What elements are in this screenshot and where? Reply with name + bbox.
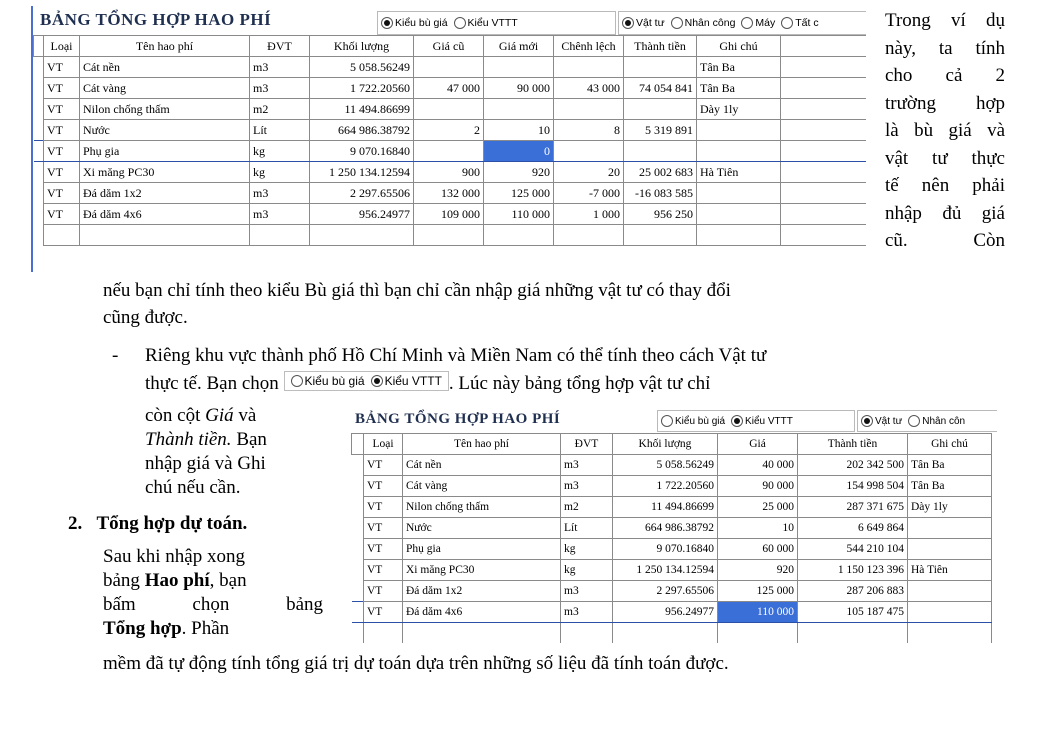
radio-dot-icon [731, 415, 743, 427]
table-cell[interactable]: 43 000 [554, 78, 624, 99]
table-cell[interactable]: VT [364, 497, 403, 518]
side-line: là bù giá và [885, 120, 1005, 141]
bullet-line: Thành tiền. Bạn [145, 429, 267, 450]
table-cell[interactable]: Lít [561, 518, 613, 539]
section-line: bấm chọn bảng [103, 594, 323, 615]
table-cell[interactable]: VT [44, 162, 80, 183]
table-cell[interactable]: 109 000 [414, 204, 484, 225]
table-cell[interactable]: 956.24977 [613, 602, 718, 623]
radio-dot-icon [622, 17, 634, 29]
table-cell[interactable]: 154 998 504 [798, 476, 908, 497]
table-cell[interactable] [624, 141, 697, 162]
table-cell[interactable]: VT [44, 78, 80, 99]
section-line: bảng Hao phí, bạn [103, 570, 247, 591]
paragraph-line: mềm đã tự động tính tổng giá trị dự toán dựa trên những số liệu đã tính toán được. [103, 653, 729, 674]
col-header[interactable]: ĐVT [250, 36, 310, 57]
radio-vat-tu-2[interactable]: Vật tư [858, 415, 902, 427]
table-cell[interactable]: Hà Tiên [908, 560, 992, 581]
side-line: cũ. Còn [885, 230, 1005, 251]
radio-dot-icon [454, 17, 466, 29]
table-cell[interactable]: 105 187 475 [798, 602, 908, 623]
radio-dot-icon [371, 375, 383, 387]
col-header[interactable]: Thành tiền [798, 434, 908, 455]
table-cell[interactable]: 10 [718, 518, 798, 539]
side-line: Trong ví dụ [885, 10, 1005, 31]
table-cell[interactable] [908, 518, 992, 539]
table-cell[interactable]: VT [364, 455, 403, 476]
radio-dot-icon [861, 415, 873, 427]
side-line: cho cả 2 [885, 65, 1005, 86]
table-cell[interactable]: 1 000 [554, 204, 624, 225]
col-header[interactable]: ĐVT [561, 434, 613, 455]
table-cell[interactable]: 10 [484, 120, 554, 141]
radio-dot-icon [781, 17, 793, 29]
table-cell[interactable]: Nilon chống thấm [403, 497, 561, 518]
table-row-empty[interactable] [34, 225, 867, 246]
table-cell[interactable]: 9 070.16840 [310, 141, 414, 162]
table-cell[interactable] [908, 581, 992, 602]
table-cell[interactable]: Tân Ba [697, 78, 781, 99]
table-cell[interactable]: 920 [484, 162, 554, 183]
section-line: Sau khi nhập xong [103, 546, 245, 567]
table-row[interactable] [352, 581, 992, 602]
table-cell[interactable]: Cát vàng [403, 476, 561, 497]
panel-1-title: BẢNG TỔNG HỢP HAO PHÍ [40, 10, 272, 29]
radio-dot-icon [741, 17, 753, 29]
table-cell[interactable]: 956 250 [624, 204, 697, 225]
table-cell[interactable]: Tân Ba [697, 57, 781, 78]
table-cell[interactable]: VT [364, 581, 403, 602]
table-cell[interactable]: Xi măng PC30 [80, 162, 250, 183]
radio-dot-icon [381, 17, 393, 29]
table-cell[interactable]: kg [250, 141, 310, 162]
table-cell[interactable]: 11 494.86699 [310, 99, 414, 120]
table-cell[interactable] [414, 141, 484, 162]
paragraph-line: nếu bạn chỉ tính theo kiểu Bù giá thì bạn chỉ cần nhập giá những vật tư có thay đổi [103, 280, 731, 301]
table-cell[interactable]: Đá dăm 4x6 [403, 602, 561, 623]
bullet-dash: - [112, 345, 119, 366]
table-cell[interactable] [484, 99, 554, 120]
table-cell[interactable]: m3 [250, 183, 310, 204]
table-cell[interactable]: 25 000 [718, 497, 798, 518]
bullet-line: Riêng khu vực thành phố Hồ Chí Minh và Miền Nam có thể tính theo cách Vật tư [145, 345, 767, 366]
table-cell[interactable]: VT [364, 539, 403, 560]
radio-nhan-cong-2[interactable]: Nhân côn [905, 415, 965, 427]
table-cell[interactable]: 60 000 [718, 539, 798, 560]
radio-dot-icon [661, 415, 673, 427]
side-line: trường hợp [885, 92, 1005, 114]
table-cell[interactable]: Đá dăm 4x6 [80, 204, 250, 225]
table-cell[interactable]: m2 [561, 497, 613, 518]
pricing-mode-group-2 [657, 410, 855, 432]
table-cell[interactable] [697, 120, 781, 141]
col-header[interactable]: Thành tiền [624, 36, 697, 57]
radio-kieu-bu-gia-2[interactable]: Kiểu bù giá [658, 415, 725, 427]
table-cell[interactable]: VT [44, 204, 80, 225]
table-row[interactable] [352, 539, 992, 560]
hao-phi-panel-1 [30, 0, 866, 272]
table-cell[interactable]: 25 002 683 [624, 162, 697, 183]
table-cell[interactable]: VT [44, 120, 80, 141]
table-cell[interactable]: 920 [718, 560, 798, 581]
table-row[interactable] [34, 57, 867, 78]
table-cell[interactable]: 8 [554, 120, 624, 141]
table-cell[interactable]: 9 070.16840 [613, 539, 718, 560]
table-cell[interactable]: 956.24977 [310, 204, 414, 225]
cost-type-group-2 [857, 410, 997, 432]
col-header[interactable]: Ghi chú [697, 36, 781, 57]
table-cell[interactable]: Đá dăm 1x2 [403, 581, 561, 602]
table-cell[interactable]: kg [561, 539, 613, 560]
table-cell[interactable]: 40 000 [718, 455, 798, 476]
table-cell[interactable] [554, 141, 624, 162]
table-cell[interactable]: 544 210 104 [798, 539, 908, 560]
table-cell[interactable] [697, 141, 781, 162]
table-row[interactable] [34, 183, 867, 204]
table-cell[interactable]: 1 250 134.12594 [310, 162, 414, 183]
table-cell[interactable]: 287 206 883 [798, 581, 908, 602]
table-row[interactable] [352, 560, 992, 581]
table-cell[interactable]: kg [561, 560, 613, 581]
section-line: Tổng hợp. Phần [103, 618, 230, 639]
hao-phi-table-2 [351, 433, 992, 643]
bullet-line: còn cột Giá và [145, 405, 257, 426]
cost-type-group-1 [618, 11, 866, 35]
radio-tat-ca[interactable]: Tất c [778, 17, 818, 29]
table-cell[interactable] [554, 99, 624, 120]
radio-kieu-vttt-inline[interactable]: Kiểu VTTT [368, 369, 442, 393]
table-cell[interactable]: 20 [554, 162, 624, 183]
side-line: tế nên phải [885, 175, 1005, 196]
table-cell[interactable] [554, 57, 624, 78]
col-header[interactable]: Loại [364, 434, 403, 455]
col-header[interactable]: Ghi chú [908, 434, 992, 455]
table-cell[interactable]: m3 [250, 78, 310, 99]
table-cell[interactable]: 2 297.65506 [310, 183, 414, 204]
table-cell[interactable]: Tân Ba [908, 455, 992, 476]
table-cell[interactable] [697, 183, 781, 204]
radio-dot-icon [908, 415, 920, 427]
table-cell[interactable] [414, 99, 484, 120]
table-cell[interactable]: Đá dăm 1x2 [80, 183, 250, 204]
table-1-header [34, 36, 867, 57]
side-line: nhập đủ giá [885, 202, 1005, 224]
table-cell[interactable]: 90 000 [484, 78, 554, 99]
table-cell[interactable]: VT [44, 57, 80, 78]
table-cell[interactable]: Dày 1ly [697, 99, 781, 120]
pricing-mode-group-1 [377, 11, 616, 35]
table-cell[interactable]: Cát nền [80, 57, 250, 78]
table-cell[interactable]: Cát nền [403, 455, 561, 476]
table-cell[interactable]: m3 [561, 602, 613, 623]
table-cell[interactable]: 5 058.56249 [310, 57, 414, 78]
table-cell[interactable]: 110 000 [718, 602, 798, 623]
hao-phi-table-1 [33, 35, 866, 246]
table-cell[interactable]: m3 [250, 204, 310, 225]
bullet-line-with-radios: thực tế. Bạn chọn Kiểu bù giá Kiểu VTTT . Lúc này bảng tổng hợp vật tư chỉ [145, 371, 710, 396]
table-cell[interactable]: VT [364, 602, 403, 623]
radio-kieu-bu-gia-inline[interactable]: Kiểu bù giá [288, 369, 365, 393]
table-cell[interactable]: 664 986.38792 [310, 120, 414, 141]
table-row[interactable] [352, 602, 992, 623]
radio-dot-icon [291, 375, 303, 387]
table-cell[interactable] [908, 602, 992, 623]
table-cell[interactable]: m3 [561, 455, 613, 476]
table-row[interactable] [352, 455, 992, 476]
table-cell[interactable]: m2 [250, 99, 310, 120]
table-cell[interactable]: 287 371 675 [798, 497, 908, 518]
paragraph-line: cũng được. [103, 307, 188, 328]
table-cell[interactable]: 2 297.65506 [613, 581, 718, 602]
col-header[interactable]: Chênh lệch [554, 36, 624, 57]
table-cell[interactable]: Nilon chống thấm [80, 99, 250, 120]
table-row[interactable] [352, 518, 992, 539]
table-cell[interactable]: m3 [561, 581, 613, 602]
table-cell[interactable]: Phụ gia [403, 539, 561, 560]
table-cell[interactable]: 5 058.56249 [613, 455, 718, 476]
side-line: này, ta tính [885, 37, 1005, 59]
hao-phi-panel-2 [341, 403, 997, 643]
table-cell[interactable] [624, 99, 697, 120]
table-cell[interactable]: VT [364, 476, 403, 497]
radio-kieu-bu-gia[interactable]: Kiểu bù giá [378, 17, 448, 29]
table-cell[interactable]: 1 722.20560 [310, 78, 414, 99]
table-cell[interactable]: Cát vàng [80, 78, 250, 99]
table-cell[interactable]: 202 342 500 [798, 455, 908, 476]
table-row[interactable] [34, 120, 867, 141]
col-header[interactable]: Tên hao phí [80, 36, 250, 57]
table-cell[interactable]: 110 000 [484, 204, 554, 225]
section-heading: 2. Tổng hợp dự toán. [68, 513, 248, 534]
table-cell[interactable]: 0 [484, 141, 554, 162]
radio-vat-tu[interactable]: Vật tư [619, 17, 665, 29]
table-cell[interactable] [484, 57, 554, 78]
table-cell[interactable]: 6 649 864 [798, 518, 908, 539]
bullet-line: nhập giá và Ghi [145, 453, 266, 474]
table-row[interactable] [34, 162, 867, 183]
table-2-header [352, 434, 992, 455]
table-cell[interactable]: 125 000 [718, 581, 798, 602]
side-text [885, 7, 1005, 255]
table-cell[interactable]: VT [44, 141, 80, 162]
col-header[interactable]: Khối lượng [613, 434, 718, 455]
table-cell[interactable]: Dày 1ly [908, 497, 992, 518]
table-cell[interactable]: 664 986.38792 [613, 518, 718, 539]
table-cell[interactable]: 1 250 134.12594 [613, 560, 718, 581]
col-header[interactable]: Loại [44, 36, 80, 57]
table-cell[interactable]: 125 000 [484, 183, 554, 204]
table-row[interactable] [352, 497, 992, 518]
table-cell[interactable]: Hà Tiên [697, 162, 781, 183]
table-cell[interactable]: -7 000 [554, 183, 624, 204]
table-row[interactable] [34, 204, 867, 225]
table-row[interactable] [352, 476, 992, 497]
table-cell[interactable]: 2 [414, 120, 484, 141]
table-cell[interactable]: Xi măng PC30 [403, 560, 561, 581]
inline-radio-group [284, 371, 449, 391]
table-cell[interactable]: Lít [250, 120, 310, 141]
side-line: vật tư thực [885, 147, 1005, 169]
table-cell[interactable]: Tân Ba [908, 476, 992, 497]
table-cell[interactable]: 74 054 841 [624, 78, 697, 99]
table-cell[interactable]: m3 [561, 476, 613, 497]
col-header[interactable]: Tên hao phí [403, 434, 561, 455]
bullet-line: chú nếu cần. [145, 477, 241, 498]
panel-2-title: BẢNG TỔNG HỢP HAO PHÍ [355, 411, 561, 427]
table-cell[interactable]: 47 000 [414, 78, 484, 99]
table-row[interactable] [34, 141, 867, 162]
col-header[interactable]: Khối lượng [310, 36, 414, 57]
radio-kieu-vttt[interactable]: Kiểu VTTT [451, 17, 518, 29]
table-cell[interactable]: 11 494.86699 [613, 497, 718, 518]
table-cell[interactable]: Phụ gia [80, 141, 250, 162]
radio-may[interactable]: Máy [738, 17, 775, 29]
table-cell[interactable]: VT [364, 518, 403, 539]
col-header[interactable]: Giá cũ [414, 36, 484, 57]
table-cell[interactable]: VT [364, 560, 403, 581]
table-cell[interactable]: kg [250, 162, 310, 183]
table-cell[interactable] [908, 539, 992, 560]
table-cell[interactable]: 90 000 [718, 476, 798, 497]
table-cell[interactable]: 5 319 891 [624, 120, 697, 141]
table-cell[interactable] [414, 57, 484, 78]
radio-nhan-cong[interactable]: Nhân công [668, 17, 736, 29]
table-cell[interactable]: VT [44, 183, 80, 204]
table-cell[interactable]: 1 722.20560 [613, 476, 718, 497]
table-row[interactable] [34, 99, 867, 120]
col-header[interactable]: Giá [718, 434, 798, 455]
table-cell[interactable]: -16 083 585 [624, 183, 697, 204]
table-cell[interactable]: VT [44, 99, 80, 120]
table-cell[interactable]: m3 [250, 57, 310, 78]
table-cell[interactable] [624, 57, 697, 78]
table-cell[interactable]: 900 [414, 162, 484, 183]
table-cell[interactable]: 132 000 [414, 183, 484, 204]
table-cell[interactable]: Nước [80, 120, 250, 141]
table-cell[interactable] [697, 204, 781, 225]
radio-kieu-vttt-2[interactable]: Kiểu VTTT [728, 415, 793, 427]
table-row-empty[interactable] [352, 623, 992, 644]
table-row[interactable] [34, 78, 867, 99]
table-cell[interactable]: Nước [403, 518, 561, 539]
radio-dot-icon [671, 17, 683, 29]
table-cell[interactable]: 1 150 123 396 [798, 560, 908, 581]
col-header[interactable]: Giá mới [484, 36, 554, 57]
